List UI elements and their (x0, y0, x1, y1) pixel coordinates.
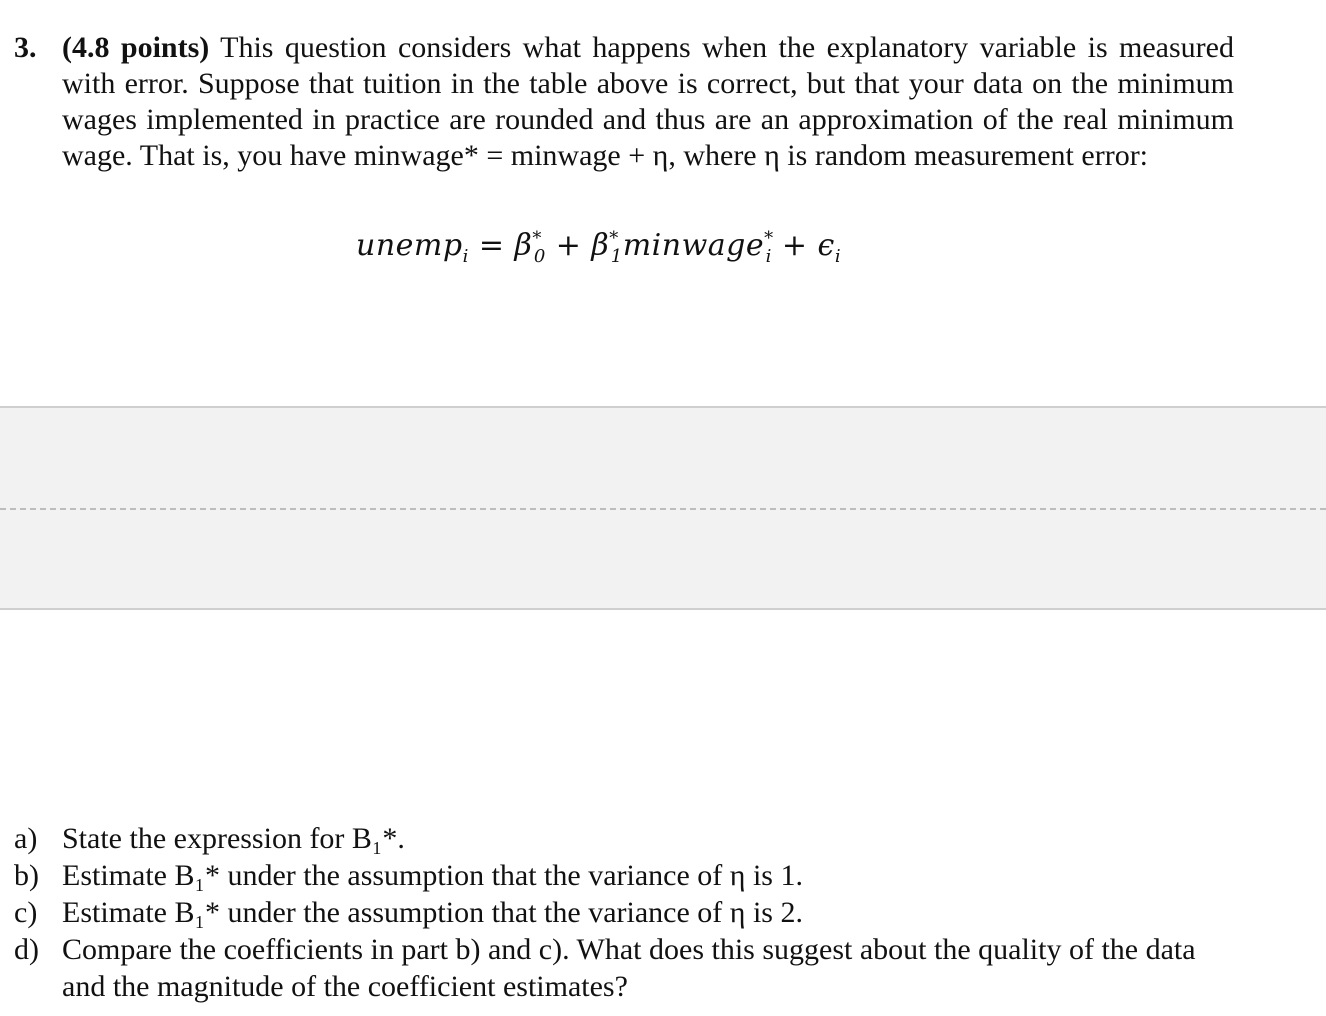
eq-beta1-sup: * (609, 228, 619, 249)
part-label: c) (14, 896, 38, 929)
question-points: (4.8 points) (62, 31, 210, 64)
part-text: Estimate B₁* under the assumption that the variance of η is 2. (62, 896, 803, 929)
eq-error: ϵ (817, 228, 835, 263)
part-label: a) (14, 822, 38, 855)
part-text: Compare the coefficients in part b) and c). What does this suggest about the quality of the data and the magnitude of the coefficient estimates? (62, 933, 1196, 1003)
question-body-end: = minwage + η, where η is random measurement error: (478, 139, 1149, 172)
part-label: d) (14, 933, 39, 966)
part-d (14, 931, 1244, 1005)
answer-divider (0, 508, 1326, 510)
eq-variable-sub: i (765, 246, 772, 267)
eq-equals: = (478, 228, 505, 263)
eq-beta0: β (514, 228, 533, 263)
eq-plus-2: + (781, 228, 808, 263)
eq-beta1-sub: 1 (610, 246, 623, 267)
eq-lhs-sub: i (462, 246, 469, 267)
part-a (14, 820, 1244, 857)
part-label: b) (14, 859, 39, 892)
eq-variable: minwage (622, 228, 765, 263)
eq-beta0-sub: 0 (533, 246, 546, 267)
question-parts (14, 820, 1244, 1005)
eq-beta1: β (591, 228, 610, 263)
eq-variable-sup: * (764, 228, 774, 249)
eq-plus-1: + (555, 228, 582, 263)
eq-lhs: unemp (356, 228, 463, 263)
part-c (14, 894, 1244, 931)
question-number: 3. (14, 31, 37, 64)
question-variable: minwage* (353, 139, 479, 172)
question-body-start: This question considers what happens when the explanatory variable is measured with error. Suppose that tuition in the table above is correct, but that your data on the minimum wages implemented in practice are rounded and thus are an approximation of the real minimum wage. That is, you have (62, 31, 1234, 172)
eq-beta0-sup: * (532, 228, 542, 249)
question-block (14, 30, 1234, 174)
answer-box[interactable] (0, 406, 1326, 610)
part-text: State the expression for B₁*. (62, 822, 405, 855)
part-text: Estimate B₁* under the assumption that the variance of η is 1. (62, 859, 803, 892)
question-text (62, 30, 1234, 174)
regression-equation (356, 228, 841, 267)
eq-error-sub: i (834, 246, 842, 267)
part-b (14, 857, 1244, 894)
